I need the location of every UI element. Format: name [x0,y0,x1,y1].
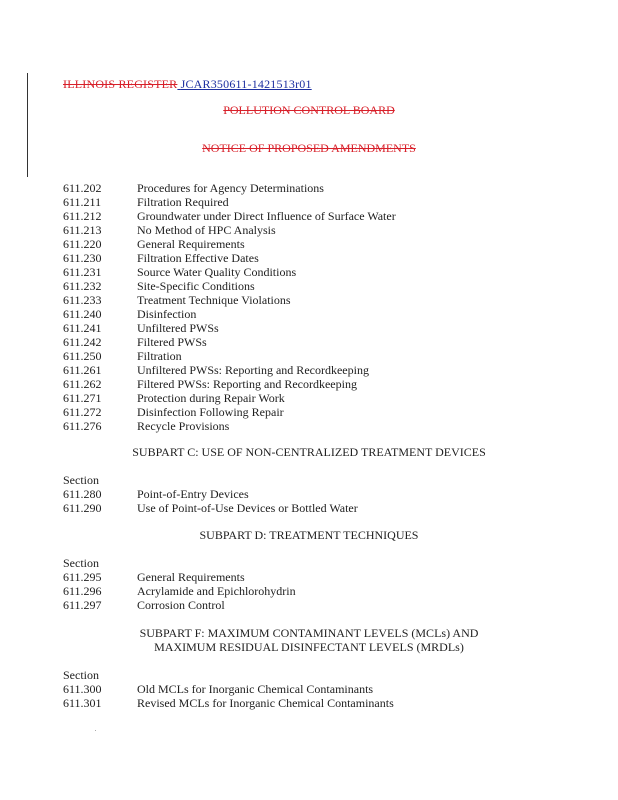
section-number: 611.276 [63,419,102,433]
section-number: 611.272 [63,405,102,419]
section-title: Corrosion Control [137,598,225,612]
section-number: 611.202 [63,181,102,195]
change-bar [27,73,28,177]
section-title: Site-Specific Conditions [137,279,255,293]
section-title: Disinfection [137,307,197,321]
section-number: 611.220 [63,237,102,251]
section-number: 611.213 [63,223,102,237]
section-title: Unfiltered PWSs [137,321,219,335]
register-struck-text: ILLINOIS REGISTER [63,77,178,91]
section-label: Section [63,556,99,570]
section-title: Old MCLs for Inorganic Chemical Contaminants [137,682,374,696]
section-number: 611.231 [63,265,102,279]
section-title: No Method of HPC Analysis [137,223,276,237]
notice-title [0,141,618,156]
section-number: 611.262 [63,377,102,391]
section-title: General Requirements [137,237,245,251]
section-number: 611.211 [63,195,102,209]
section-title: Filtration Effective Dates [137,251,259,265]
section-title: Procedures for Agency Determinations [137,181,324,195]
section-number: 611.301 [63,696,102,710]
scan-speck [95,730,96,731]
section-title: Filtration [137,349,182,363]
section-title: Protection during Repair Work [137,391,285,405]
section-title: Acrylamide and Epichlorohydrin [137,584,296,598]
section-title: Recycle Provisions [137,419,230,433]
section-number: 611.261 [63,363,102,377]
section-title: Disinfection Following Repair [137,405,284,419]
section-number: 611.297 [63,598,102,612]
section-label: Section [63,668,99,682]
section-number: 611.280 [63,487,102,501]
board-title-struck: POLLUTION CONTROL BOARD [223,103,395,117]
section-number: 611.212 [63,209,102,223]
section-title: Filtration Required [137,195,229,209]
section-title: General Requirements [137,570,245,584]
section-title: Groundwater under Direct Influence of Surface Water [137,209,396,223]
subpart-f-heading-line2: MAXIMUM RESIDUAL DISINFECTANT LEVELS (MRDLs) [154,640,464,654]
section-title: Treatment Technique Violations [137,293,291,307]
section-title: Source Water Quality Conditions [137,265,297,279]
section-number: 611.250 [63,349,102,363]
section-number: 611.230 [63,251,102,265]
subpart-c-heading: SUBPART C: USE OF NON-CENTRALIZED TREATMENT DEVICES [132,445,486,459]
section-number: 611.296 [63,584,102,598]
section-number: 611.233 [63,293,102,307]
section-title: Revised MCLs for Inorganic Chemical Contaminants [137,696,394,710]
section-number: 611.290 [63,501,102,515]
section-title: Unfiltered PWSs: Reporting and Recordkeeping [137,363,369,377]
register-inserted-id: JCAR350611-1421513r01 [180,77,312,91]
section-number: 611.232 [63,279,102,293]
section-title: Point-of-Entry Devices [137,487,249,501]
section-number: 611.271 [63,391,102,405]
section-title: Use of Point-of-Use Devices or Bottled Water [137,501,358,515]
section-title: Filtered PWSs: Reporting and Recordkeeping [137,377,357,391]
section-label: Section [63,473,99,487]
section-number: 611.240 [63,307,102,321]
section-title: Filtered PWSs [137,335,207,349]
notice-title-struck: NOTICE OF PROPOSED AMENDMENTS [202,141,416,155]
section-number: 611.242 [63,335,102,349]
section-number: 611.295 [63,570,102,584]
register-header [63,77,312,92]
section-number: 611.300 [63,682,102,696]
register-inserted-text [177,77,311,91]
subpart-d-heading: SUBPART D: TREATMENT TECHNIQUES [199,528,419,542]
subpart-f-heading-line1: SUBPART F: MAXIMUM CONTAMINANT LEVELS (MCLs) AND [139,626,479,640]
board-title [0,103,618,118]
section-number: 611.241 [63,321,102,335]
